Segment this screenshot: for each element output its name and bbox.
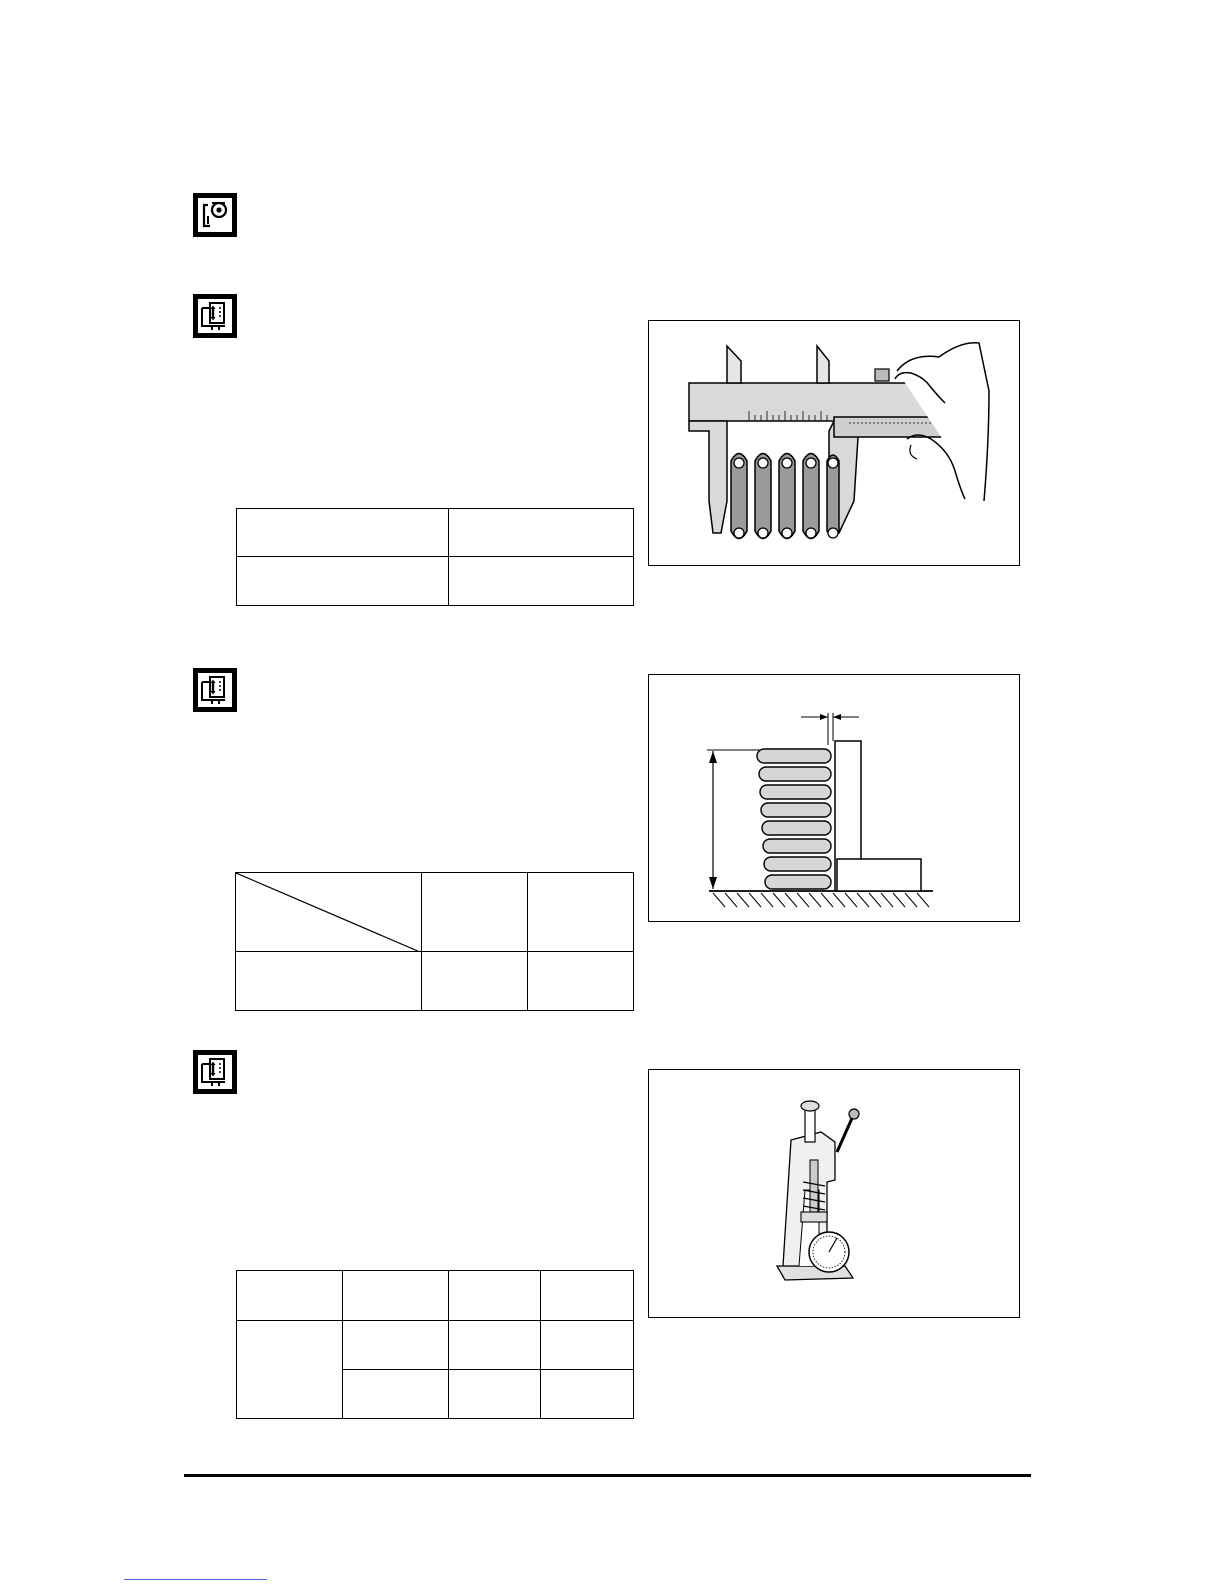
diagonal-header-cell bbox=[236, 873, 422, 952]
footer-rule bbox=[184, 1474, 1031, 1477]
tension-table bbox=[236, 1270, 634, 1419]
caliper-measure-icon bbox=[193, 1050, 237, 1094]
hyperlink-underline[interactable] bbox=[124, 1579, 267, 1580]
caliper-measure-icon bbox=[193, 668, 237, 712]
diagonal-line bbox=[236, 873, 422, 952]
table-row bbox=[237, 1321, 634, 1370]
table-cell bbox=[237, 1321, 343, 1419]
table-cell bbox=[237, 557, 449, 606]
table-cell bbox=[237, 509, 449, 557]
caliper-measure-icon bbox=[193, 294, 237, 338]
table-cell bbox=[237, 1271, 343, 1321]
table-cell bbox=[343, 1370, 449, 1419]
table-cell bbox=[449, 509, 634, 557]
caliper-illustration bbox=[649, 321, 1018, 564]
free-length-table bbox=[236, 508, 634, 606]
table-row bbox=[236, 952, 634, 1011]
table-row bbox=[237, 557, 634, 606]
spring-free-length-caliper-figure bbox=[648, 320, 1020, 566]
squareness-illustration bbox=[649, 675, 1018, 920]
table-cell bbox=[449, 1370, 541, 1419]
table-cell bbox=[343, 1271, 449, 1321]
table-cell bbox=[449, 557, 634, 606]
table-cell bbox=[422, 873, 528, 952]
table-cell bbox=[528, 952, 634, 1011]
table-cell bbox=[343, 1321, 449, 1370]
table-cell bbox=[236, 952, 422, 1011]
table-row bbox=[237, 509, 634, 557]
table-cell bbox=[449, 1271, 541, 1321]
spring-tension-tester-figure bbox=[648, 1069, 1020, 1318]
table-row bbox=[236, 873, 634, 952]
table-cell bbox=[541, 1271, 634, 1321]
engine-service-icon bbox=[193, 193, 237, 237]
tilt-table bbox=[235, 872, 634, 1011]
table-row bbox=[237, 1271, 634, 1321]
spring-squareness-figure bbox=[648, 674, 1020, 922]
table-cell bbox=[449, 1321, 541, 1370]
table-cell bbox=[541, 1321, 634, 1370]
tension-tester-illustration bbox=[649, 1070, 1018, 1316]
table-cell bbox=[541, 1370, 634, 1419]
table-cell bbox=[528, 873, 634, 952]
table-cell bbox=[422, 952, 528, 1011]
